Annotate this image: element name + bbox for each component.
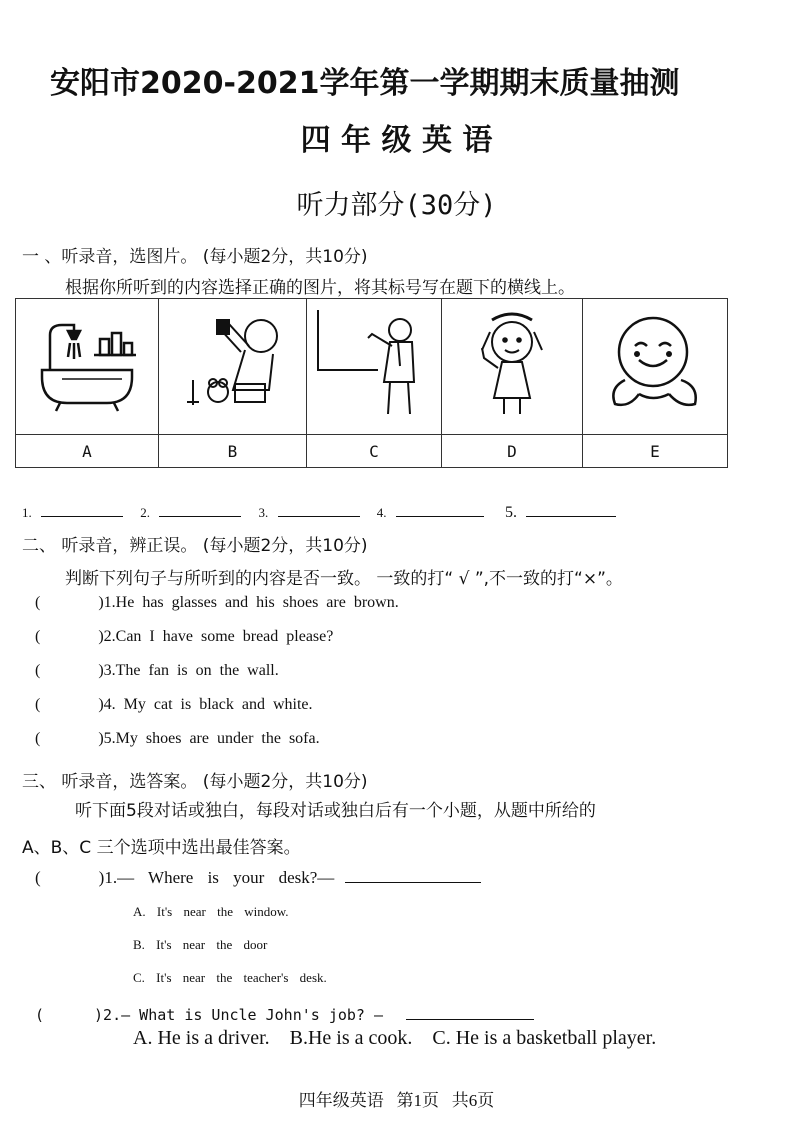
picture-cell-d xyxy=(442,299,583,435)
judge-text-2: )2.Can I have some bread please? xyxy=(98,628,334,645)
q1-text: )1.— Where is your desk?— xyxy=(98,868,335,887)
baby-icon xyxy=(595,310,715,420)
picture-label-b: B xyxy=(159,435,307,468)
judge-paren-1[interactable]: ( xyxy=(35,594,41,611)
q1-paren[interactable]: ( xyxy=(35,868,41,887)
judge-item-2 xyxy=(35,628,333,646)
picture-cell-e xyxy=(583,299,728,435)
judge-paren-2[interactable]: ( xyxy=(35,628,41,645)
q2-options: A. He is a driver. B.He is a cook. C. He is a basketball player. xyxy=(133,1027,657,1049)
answer-number-5: 5. xyxy=(505,504,517,521)
section3-instruction-2: A、B、C 三个选项中选出最佳答案。 xyxy=(22,838,301,858)
judge-paren-4[interactable]: ( xyxy=(35,696,41,713)
boy-drinking-icon xyxy=(173,310,293,420)
judge-text-3: )3.The fan is on the wall. xyxy=(98,662,279,679)
q2-paren[interactable]: ( xyxy=(35,1006,45,1024)
judge-item-5 xyxy=(35,730,320,748)
girl-icon xyxy=(472,310,552,420)
judge-item-3 xyxy=(35,662,279,680)
question-1 xyxy=(35,868,481,888)
teacher-blackboard-icon xyxy=(312,310,436,420)
judge-paren-3[interactable]: ( xyxy=(35,662,41,679)
section2-heading: 二、 听录音，辨正误。 (每小题2分，共10分) xyxy=(22,536,368,556)
answer-number-3: 3. xyxy=(258,505,269,520)
picture-label-e: E xyxy=(583,435,728,468)
answer-number-2: 2. xyxy=(140,505,150,520)
picture-table xyxy=(15,298,728,468)
picture-label-d: D xyxy=(442,435,583,468)
picture-cell-c xyxy=(307,299,442,435)
section1-instruction: 根据你所听到的内容选择正确的图片，将其标号写在题下的横线上。 xyxy=(65,278,575,298)
judge-item-1 xyxy=(35,594,399,612)
section3-heading: 三、 听录音，选答案。 (每小题2分，共10分) xyxy=(22,772,368,792)
judge-text-4: )4. My cat is black and white. xyxy=(98,696,313,713)
judge-text-1: )1.He has glasses and his shoes are brown. xyxy=(98,594,399,611)
section3-instruction-1: 听下面5段对话或独白，每段对话或独白后有一个小题，从题中所给的 xyxy=(75,801,596,821)
part-title: 听力部分(30分) xyxy=(296,190,497,221)
answer-blank-5[interactable] xyxy=(526,502,616,517)
answer-blank-4[interactable] xyxy=(396,502,484,517)
q2-text: )2.— What is Uncle John's job? — xyxy=(94,1006,384,1024)
judge-paren-5[interactable]: ( xyxy=(35,730,41,747)
question-2 xyxy=(35,1005,534,1024)
answer-row xyxy=(22,502,616,522)
judge-text-5: )5.My shoes are under the sofa. xyxy=(98,730,320,747)
section1-heading: 一 、听录音，选图片。 (每小题2分，共10分) xyxy=(22,247,368,267)
picture-cell-a xyxy=(16,299,159,435)
picture-label-a: A xyxy=(16,435,159,468)
exam-title: 安阳市2020-2021学年第一学期期末质量抽测 xyxy=(50,66,680,101)
judge-item-4 xyxy=(35,696,313,714)
q1-option-a: A. It's near the window. xyxy=(133,904,289,919)
exam-subtitle: 四 年 级 英 语 xyxy=(300,123,493,158)
section2-instruction: 判断下列句子与所听到的内容是否一致。 一致的打“ √ ”,不一致的打“×”。 xyxy=(65,569,623,589)
answer-blank-2[interactable] xyxy=(159,502,241,517)
answer-blank-3[interactable] xyxy=(278,502,360,517)
q1-option-c: C. It's near the teacher's desk. xyxy=(133,970,327,985)
page-footer: 四年级英语 第1页 共6页 xyxy=(298,1091,495,1110)
q2-answer-blank[interactable] xyxy=(406,1005,534,1020)
q1-answer-blank[interactable] xyxy=(345,868,481,883)
bathtub-icon xyxy=(32,315,142,415)
answer-number-4: 4. xyxy=(376,505,387,520)
picture-cell-b xyxy=(159,299,307,435)
q1-option-b: B. It's near the door xyxy=(133,937,268,952)
picture-label-c: C xyxy=(307,435,442,468)
answer-blank-1[interactable] xyxy=(41,502,123,517)
answer-number-1: 1. xyxy=(22,505,32,520)
